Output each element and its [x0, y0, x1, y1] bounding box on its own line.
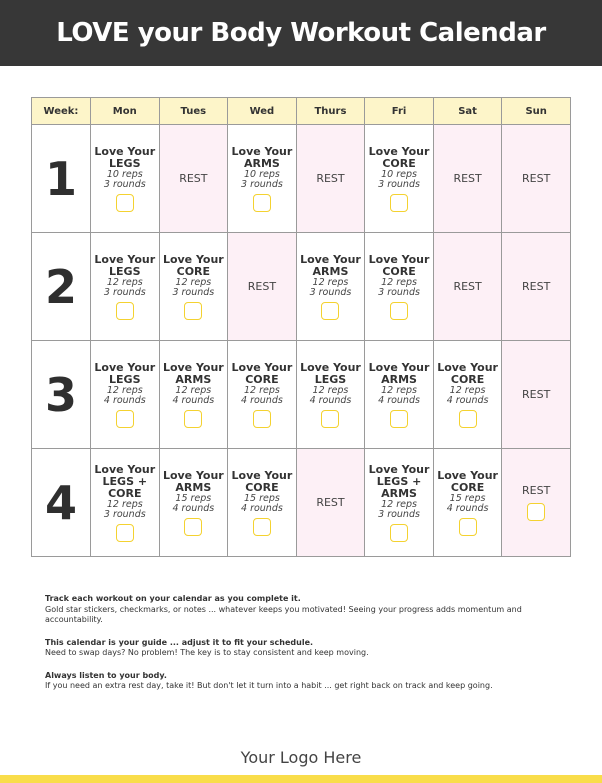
workout-cell	[433, 341, 502, 449]
workout-title: Love Your LEGS + CORE	[94, 462, 156, 500]
workout-rounds: 4 rounds	[378, 394, 420, 406]
completion-checkbox[interactable]	[116, 302, 134, 320]
workout-rounds: 4 rounds	[241, 502, 283, 514]
rest-label: REST	[522, 280, 551, 293]
workout-reps: 12 reps	[381, 498, 417, 510]
workout-title: Love Your LEGS	[300, 360, 361, 386]
rest-label: REST	[179, 172, 208, 185]
workout-rounds: 4 rounds	[172, 394, 215, 406]
page-title: LOVE your Body Workout Calendar	[0, 0, 602, 66]
rest-label: REST	[522, 172, 551, 185]
header-week: Week:	[32, 98, 91, 125]
week-number: 3	[32, 341, 91, 449]
completion-checkbox[interactable]	[390, 302, 408, 320]
rest-day-cell	[433, 125, 502, 233]
note-block	[45, 638, 565, 659]
workout-title: Love Your ARMS	[300, 252, 361, 278]
rest-day-cell	[502, 125, 571, 233]
completion-checkbox[interactable]	[184, 302, 202, 320]
note-heading: Track each workout on your calendar as you complete it.	[45, 594, 301, 603]
rest-label: REST	[453, 280, 482, 293]
workout-cell	[296, 341, 365, 449]
note-heading: Always listen to your body.	[45, 670, 167, 680]
workout-rounds: 3 rounds	[378, 286, 420, 298]
workout-cell	[228, 341, 297, 449]
workout-reps: 12 reps	[106, 384, 143, 396]
workout-reps: 12 reps	[106, 498, 143, 510]
workout-cell	[91, 341, 160, 449]
workout-rounds: 4 rounds	[172, 502, 215, 514]
workout-title: Love Your CORE	[437, 468, 498, 494]
week-number: 4	[32, 449, 91, 557]
rest-day-cell	[502, 233, 571, 341]
header-tues: Tues	[159, 98, 228, 125]
note-heading: This calendar is your guide ... adjust it to fit your schedule.	[45, 637, 314, 647]
workout-title: Love Your CORE	[231, 360, 293, 386]
workout-reps: 12 reps	[175, 384, 212, 396]
rest-day-cell	[228, 233, 297, 341]
header-row	[32, 98, 571, 125]
bottom-bar	[0, 775, 602, 783]
note-body: Gold star stickers, checkmarks, or notes ... whatever keeps you motivated! Seeing your progress adds momentum and accountability.	[45, 604, 522, 624]
workout-reps: 12 reps	[106, 276, 143, 288]
workout-reps: 10 reps	[243, 168, 280, 180]
workout-cell	[433, 449, 502, 557]
workout-cell	[159, 341, 228, 449]
rest-label: REST	[247, 280, 277, 293]
workout-rounds: 4 rounds	[103, 394, 146, 406]
workout-reps: 12 reps	[175, 276, 212, 288]
completion-checkbox[interactable]	[321, 410, 339, 428]
workout-rounds: 3 rounds	[103, 508, 146, 520]
rest-label: REST	[522, 388, 551, 401]
week-row	[32, 125, 571, 233]
workout-rounds: 4 rounds	[241, 394, 283, 406]
week-row	[32, 449, 571, 557]
completion-checkbox[interactable]	[527, 503, 545, 521]
completion-checkbox[interactable]	[116, 194, 134, 212]
completion-checkbox[interactable]	[321, 302, 339, 320]
workout-cell	[159, 233, 228, 341]
workout-rounds: 3 rounds	[378, 508, 420, 520]
workout-cell	[296, 233, 365, 341]
header-fri: Fri	[365, 98, 434, 125]
note-body: If you need an extra rest day, take it! But don't let it turn into a habit ... get right back on track and keep going.	[45, 681, 493, 690]
workout-title: Love Your ARMS	[162, 468, 224, 494]
header-wed: Wed	[228, 98, 297, 125]
workout-rounds: 4 rounds	[446, 394, 489, 406]
workout-rounds: 3 rounds	[241, 178, 283, 190]
workout-reps: 12 reps	[312, 384, 349, 396]
workout-reps: 15 reps	[243, 492, 280, 504]
workout-cell	[159, 449, 228, 557]
workout-cell	[365, 449, 434, 557]
week-number: 1	[32, 125, 91, 233]
workout-rounds: 4 rounds	[309, 394, 352, 406]
header-mon: Mon	[91, 98, 160, 125]
workout-cell	[91, 125, 160, 233]
completion-checkbox[interactable]	[116, 524, 134, 542]
workout-title: Love Your CORE	[368, 252, 430, 278]
workout-title: Love Your CORE	[231, 468, 293, 494]
workout-title: Love Your LEGS	[94, 360, 156, 386]
workout-cell	[228, 449, 297, 557]
completion-checkbox[interactable]	[116, 410, 134, 428]
workout-reps: 12 reps	[449, 384, 486, 396]
workout-rounds: 3 rounds	[172, 286, 215, 298]
workout-rounds: 3 rounds	[103, 178, 146, 190]
rest-day-cell	[433, 233, 502, 341]
week-number: 2	[32, 233, 91, 341]
workout-rounds: 3 rounds	[309, 286, 352, 298]
rest-day-cell	[296, 449, 365, 557]
workout-title: Love Your ARMS	[162, 360, 224, 386]
workout-rounds: 3 rounds	[378, 178, 420, 190]
workout-reps: 10 reps	[106, 168, 143, 180]
week-row	[32, 233, 571, 341]
completion-checkbox[interactable]	[459, 518, 477, 536]
workout-title: Love Your LEGS + ARMS	[368, 462, 430, 500]
rest-day-cell	[502, 449, 571, 557]
rest-day-cell	[502, 341, 571, 449]
header-sun: Sun	[502, 98, 571, 125]
rest-day-cell	[296, 125, 365, 233]
workout-title: Love Your CORE	[437, 360, 498, 386]
notes	[45, 594, 565, 704]
completion-checkbox[interactable]	[390, 194, 408, 212]
workout-title: Love Your ARMS	[368, 360, 430, 386]
rest-label: REST	[316, 496, 345, 509]
workout-cell	[365, 341, 434, 449]
workout-title: Love Your LEGS	[94, 252, 156, 278]
workout-title: Love Your CORE	[162, 252, 224, 278]
workout-rounds: 3 rounds	[103, 286, 146, 298]
workout-title: Love Your LEGS	[94, 144, 156, 170]
workout-title: Love Your CORE	[368, 144, 430, 170]
week-row	[32, 341, 571, 449]
completion-checkbox[interactable]	[253, 518, 271, 536]
completion-checkbox[interactable]	[253, 194, 271, 212]
workout-cell	[365, 233, 434, 341]
completion-checkbox[interactable]	[253, 410, 271, 428]
note-block	[45, 671, 565, 692]
header-sat: Sat	[433, 98, 502, 125]
note-block	[45, 594, 565, 626]
workout-reps: 15 reps	[449, 492, 486, 504]
completion-checkbox[interactable]	[390, 524, 408, 542]
note-body: Need to swap days? No problem! The key is to stay consistent and keep moving.	[45, 648, 369, 657]
workout-reps: 12 reps	[381, 276, 417, 288]
rest-label: REST	[522, 484, 551, 497]
rest-day-cell	[159, 125, 228, 233]
workout-reps: 12 reps	[312, 276, 349, 288]
completion-checkbox[interactable]	[184, 518, 202, 536]
workout-reps: 12 reps	[243, 384, 280, 396]
workout-reps: 10 reps	[381, 168, 417, 180]
workout-cell	[91, 449, 160, 557]
completion-checkbox[interactable]	[184, 410, 202, 428]
rest-label: REST	[453, 172, 482, 185]
workout-reps: 12 reps	[381, 384, 417, 396]
completion-checkbox[interactable]	[390, 410, 408, 428]
workout-cell	[228, 125, 297, 233]
workout-calendar	[31, 97, 571, 557]
completion-checkbox[interactable]	[459, 410, 477, 428]
header-thurs: Thurs	[296, 98, 365, 125]
workout-rounds: 4 rounds	[446, 502, 489, 514]
workout-reps: 15 reps	[175, 492, 212, 504]
workout-cell	[91, 233, 160, 341]
logo-placeholder: Your Logo Here	[240, 748, 362, 767]
workout-title: Love Your ARMS	[231, 144, 293, 170]
workout-cell	[365, 125, 434, 233]
rest-label: REST	[316, 172, 345, 185]
